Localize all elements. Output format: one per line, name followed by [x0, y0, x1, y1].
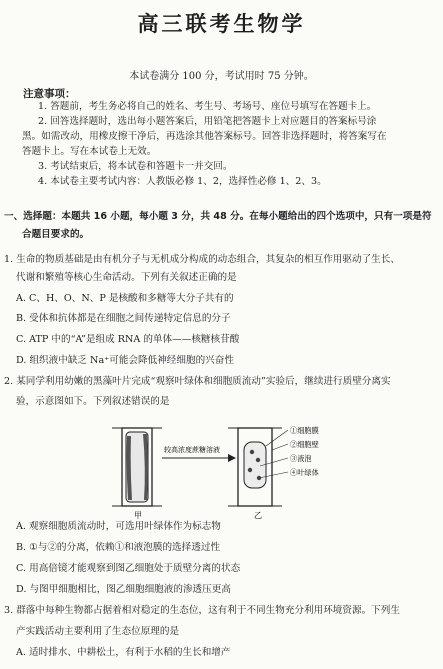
- arrow-head-icon: [228, 454, 236, 462]
- question-stem: 代谢和繁殖等核心生命活动。下列有关叙述正确的是: [16, 272, 237, 283]
- note-line: 1. 答题前，考生务必将自己的姓名、考生号、考场号、座位号填写在答题卡上。: [38, 101, 377, 112]
- note-line: 答题卡上。写在本试卷上无效。: [22, 146, 157, 157]
- label-jia: 甲: [134, 511, 142, 520]
- option-b: B. ①与②的分离，依赖①和液泡膜的选择透过性: [16, 542, 221, 553]
- question-stem: 1. 生命的物质基础是由有机分子与无机成分构成的动态组合，其复杂的相互作用驱动了生长、: [4, 254, 400, 265]
- option-c: C. ATP 中的“A”是组成 RNA 的单体——核糖核苷酸: [16, 334, 240, 345]
- option-b: B. 受体和抗体都是在细胞之间传递特定信息的分子: [16, 313, 231, 324]
- question-stem: 产实践活动主要利用了生态位原理的是: [16, 626, 180, 637]
- note-line: 2. 回答选择题时，选出每小题答案后，用铅笔把答题卡上对应题目的答案标号涂: [38, 116, 377, 127]
- option-d: D. 组织液中缺乏 Na⁺可能会降低神经细胞的兴奋性: [16, 355, 234, 366]
- option-a: A. 适时排水、中耕松土，有利于水稻的生长和增产: [16, 647, 231, 658]
- question-stem: 3. 群落中每种生物都占据着相对稳定的生态位，这有利于不同生物充分利用环境资源。下列生: [4, 605, 400, 616]
- exam-info: 本试卷满分 100 分，考试用时 75 分钟。: [129, 71, 314, 82]
- question-stem: 2. 某同学利用幼嫩的黑藻叶片完成“观察叶绿体和细胞质流动”实验后，继续进行质壁分离实: [4, 376, 391, 387]
- question-stem: 验，示意图如下。下列叙述错误的是: [16, 396, 170, 407]
- option-c: C. 用高倍镜才能观察到图乙细胞处于质壁分离的状态: [16, 563, 241, 574]
- option-a: A. C、H、O、N、P 是核酸和多糖等大分子共有的: [16, 293, 234, 304]
- note-line: 4. 本试卷主要考试内容：人教版必修 1、2，选择性必修 1、2、3。: [38, 176, 327, 187]
- section-heading: 合题目要求的。: [22, 229, 90, 240]
- option-a: A. 观察细胞质流动时，可选用叶绿体作为标志物: [16, 521, 221, 532]
- plasmolysis-figure: [110, 422, 340, 522]
- arrow-label: 较高浓度蔗糖溶液: [164, 446, 220, 454]
- exam-title: 高三联考生物学: [137, 12, 306, 36]
- legend-cell-wall: ②细胞壁: [290, 440, 319, 449]
- option-d: D. 与图甲细胞相比，图乙细胞细胞液的渗透压更高: [16, 584, 231, 595]
- cell-jia: [112, 428, 162, 506]
- note-line: 3. 考试结束后，将本试卷和答题卡一并交回。: [38, 161, 233, 172]
- notes-heading: 注意事项：: [23, 88, 76, 100]
- label-yi: 乙: [254, 511, 262, 520]
- section-heading: 一、选择题：本题共 16 小题，每小题 3 分，共 48 分。在每小题给出的四个选项中，只有一项是符: [4, 211, 432, 222]
- legend-chloroplast: ④叶绿体: [290, 468, 319, 477]
- legend-cell-membrane: ①细胞膜: [290, 426, 319, 435]
- note-line: 黑。如需改动，用橡皮擦干净后，再选涂其他答案标号。回答非选择题时，将答案写在: [22, 131, 387, 142]
- legend-vacuole: ③液泡: [290, 454, 312, 463]
- cell-yi: [228, 428, 282, 506]
